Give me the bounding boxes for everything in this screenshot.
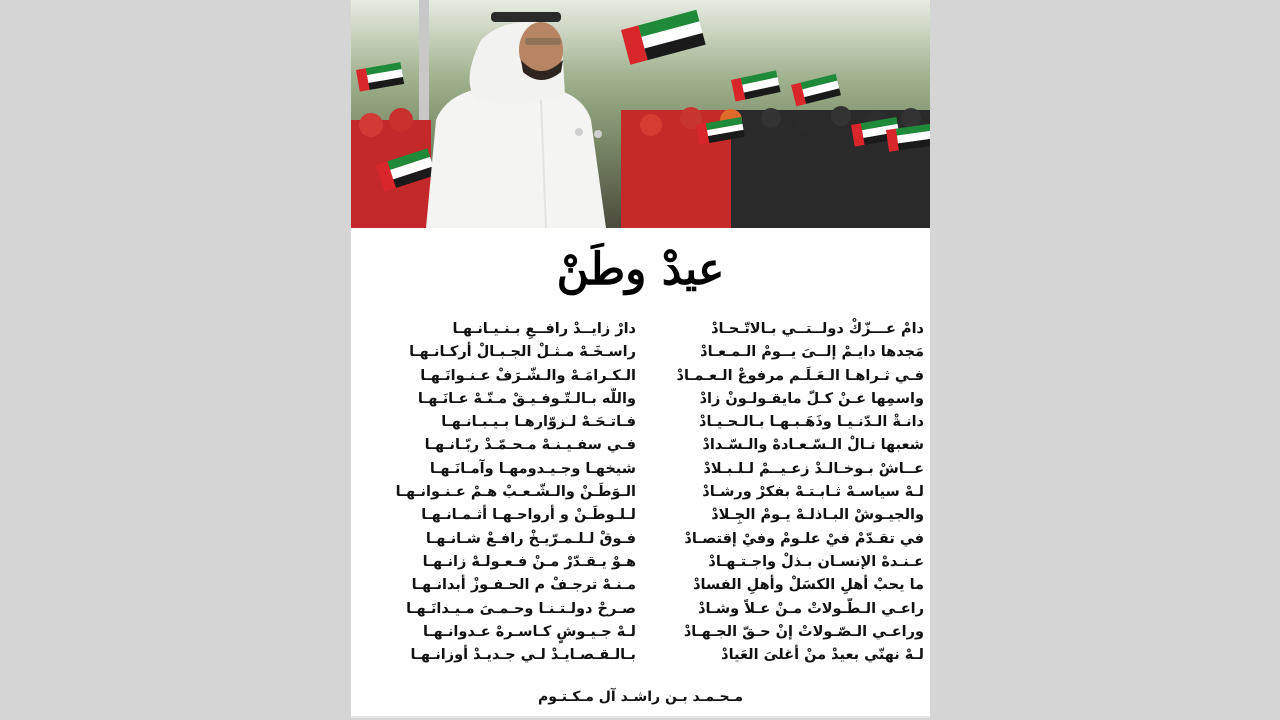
poem-line: واسمِها عـنْ كـلّ مايقـولـونْ زادْ bbox=[699, 390, 924, 407]
poem-author-signature: مـحـمـد بـن راشـد آل مـكـتـوم bbox=[537, 689, 744, 705]
poem-line: بـالـقـصـايـدْ لـي جـديـدْ أوزانـهـا bbox=[410, 647, 636, 664]
poem-line: مـنـهْ ترجـفْ م الحـفـوزْ أبدانـهـا bbox=[411, 577, 636, 594]
poem-title: عيدْ وطَنْ bbox=[556, 244, 725, 295]
poem-line: والجيـوشْ البـاذلـهْ يـومْ الجِـلادْ bbox=[711, 507, 924, 524]
poem-line: راسـخَـهْ مـثـلْ الجـبـالْ أركـانـهـا bbox=[409, 344, 636, 361]
poem-line: الـوَطَـنْ والـشّـعـبْ هـمْ عـنـوانـهـا bbox=[395, 484, 636, 501]
poem-line: في تقـدّمْ فيْ علـومْ وفيْ إقتصـادْ bbox=[684, 530, 924, 547]
poem-column-left bbox=[361, 318, 636, 667]
poem-line: مَجدها دايـمْ إلــىَ يــومْ الـمـعـادْ bbox=[700, 344, 924, 361]
poem-line: الـكـرامَـهْ والـشّـرَفْ عـنـوانَـهـا bbox=[420, 367, 636, 384]
poem-line: فـي ثـراهـا الـعَـلَـم مرفوعْ الـعـمـادْ bbox=[676, 367, 924, 384]
poem-line: وراعـي الـصّـولاتْ إنْ حـقّ الجـهـادْ bbox=[683, 623, 924, 640]
poem-line: لـهْ نهنّي بعيدْ منْ أغلىَ العَيادْ bbox=[721, 647, 924, 664]
poem-line: واللّه بـالـتّـوفـيـقْ مـنّـهْ عـانَـهـا bbox=[417, 390, 636, 407]
poem-line: ما يحبْ أهلِ الكسَلْ وأهلِ الفسادْ bbox=[693, 577, 924, 594]
poem-line: دامْ عـــزّكْ دولــتــي بـالاتّـحـادْ bbox=[711, 321, 924, 337]
poem-line: لـهْ جـيـوشٍ كـاسـرهْ عـدوانـهـا bbox=[423, 623, 636, 640]
poem-line: لـهْ سياسـهْ ثـابـتـهْ بفكرْ ورشـادْ bbox=[702, 484, 924, 501]
photo-scene bbox=[351, 0, 930, 228]
poem-line: شعبها نـالْ الـسّـعـادهْ والـسّـدادْ bbox=[702, 437, 924, 454]
poem-line: راعـي الـطّـولاتْ مـنْ عـلاً وشـادْ bbox=[698, 600, 924, 617]
poem-line: شيخهـا وجـيـدومهـا وآمـانَـهـا bbox=[429, 460, 636, 477]
poem-line: عـنـدهْ الإنسـان بـذلْ واجـتـهـادْ bbox=[708, 553, 924, 570]
poem-line: فـاتـحَـهْ لـزوّارهـا بـيـبـانـهـا bbox=[441, 414, 636, 431]
poem-line: فـوقْ لـلـمـرّيـخْ رافـعْ شـانـهـا bbox=[425, 530, 636, 547]
photo-illustration bbox=[351, 0, 930, 228]
poem-column-right bbox=[649, 318, 924, 667]
poem-line: دارْ زايــدْ رافــعِ بـنـيـانـهـا bbox=[452, 321, 636, 337]
poem-line: صـرحْ دولـتـنـا وحـمـىَ مـيـدانَـهـا bbox=[406, 600, 636, 617]
poem-line: دانـةْ الـدّنـيـا وذَهَـبـهـا بـالـحـيـادْ bbox=[699, 414, 924, 431]
page-bottom-rule bbox=[351, 716, 930, 718]
poem-line: عــاشْ بـوخـالـدْ زعـيــمْ لـلـبـلادْ bbox=[703, 460, 924, 477]
poem-line: فـي سفـيـنـهْ مـحـمّـدْ ربّـانـهـا bbox=[424, 437, 636, 454]
poem-page bbox=[351, 0, 930, 718]
poem-line: هـوْ يـقـدّرْ مـنْ فـعـولـهْ زانـهـا bbox=[422, 553, 636, 570]
poem-line: لـلـوطَـنْ و أرواحـهـا أثـمـانـهـا bbox=[421, 507, 636, 524]
